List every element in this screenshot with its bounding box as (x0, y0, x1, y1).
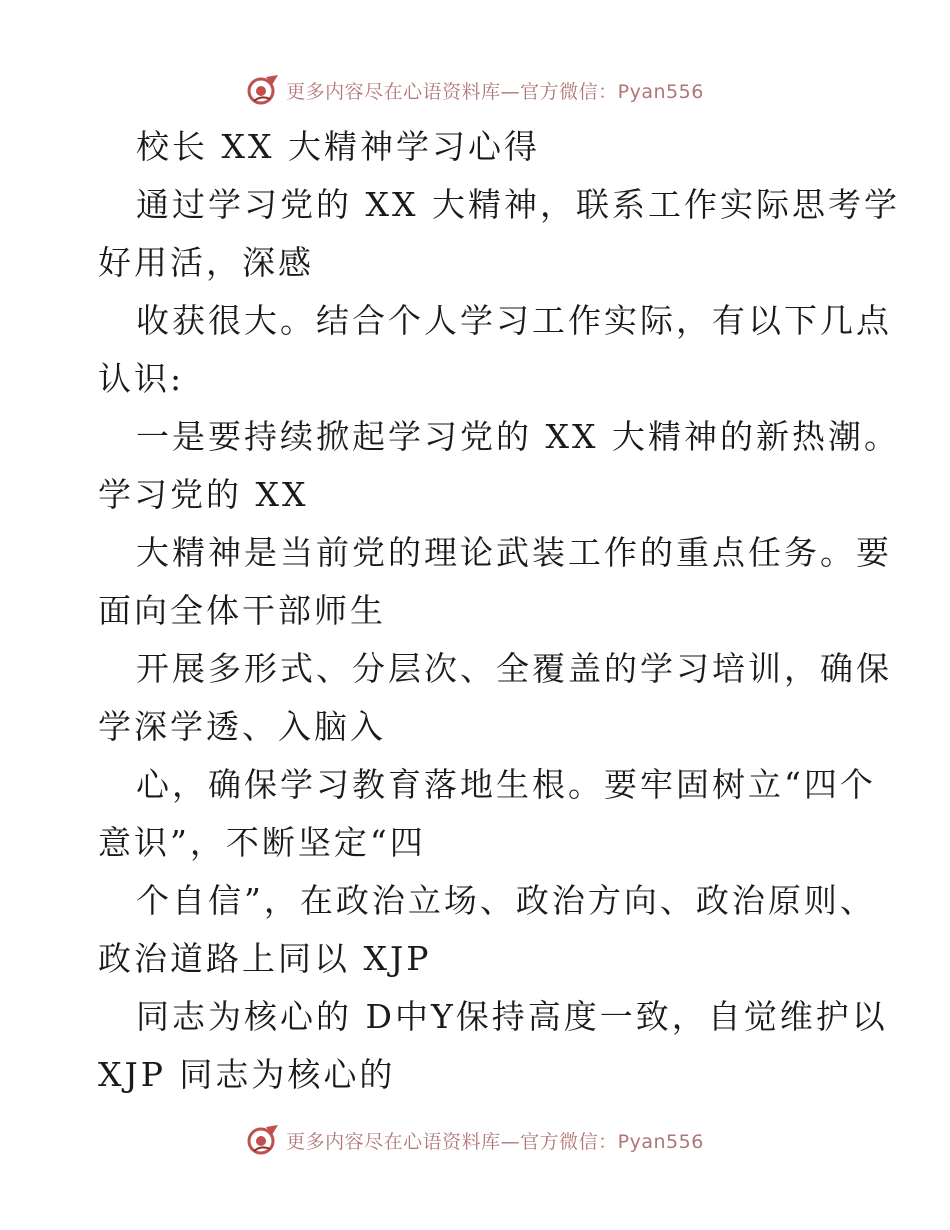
paragraph-line: 政治道路上同以 XJP (98, 939, 432, 978)
paragraph-line: 大精神是当前党的理论武装工作的重点任务。要 (136, 533, 892, 572)
paragraph-line: 同志为核心的 D中Y保持高度一致，自觉维护以 (136, 997, 888, 1036)
paragraph-line: 开展多形式、分层次、全覆盖的学习培训，确保 (136, 649, 892, 688)
watermark-banner-top (0, 70, 950, 110)
paragraph-line: 面向全体干部师生 (98, 591, 386, 630)
paragraph-line: 收获很大。结合个人学习工作实际，有以下几点 (136, 301, 892, 340)
document-title: 校长 XX 大精神学习心得 (136, 127, 540, 166)
paragraph-line: 个自信”，在政治立场、政治方向、政治原则、 (136, 881, 876, 920)
paragraph-line: 一是要持续掀起学习党的 XX 大精神的新热潮。 (136, 417, 900, 456)
paragraph-line: 学深学透、入脑入 (98, 707, 386, 746)
watermark-text: 更多内容尽在心语资料库—官方微信：Pyan556 (286, 80, 704, 103)
watermark-text: 更多内容尽在心语资料库—官方微信：Pyan556 (286, 1130, 704, 1153)
document-body (98, 118, 900, 1104)
paragraph-line: XJP 同志为核心的 (98, 1055, 396, 1094)
paragraph-line: 好用活，深感 (98, 243, 314, 282)
logo-icon (246, 1123, 280, 1157)
paragraph-line: 认识: (98, 359, 185, 398)
paragraph-line: 意识”，不断坚定“四 (98, 823, 426, 862)
paragraph-line: 通过学习党的 XX 大精神，联系工作实际思考学 (136, 185, 900, 224)
watermark-banner-bottom (0, 1120, 950, 1160)
logo-icon (246, 73, 280, 107)
paragraph-line: 心，确保学习教育落地生根。要牢固树立“四个 (136, 765, 876, 804)
paragraph-line: 学习党的 XX (98, 475, 309, 514)
